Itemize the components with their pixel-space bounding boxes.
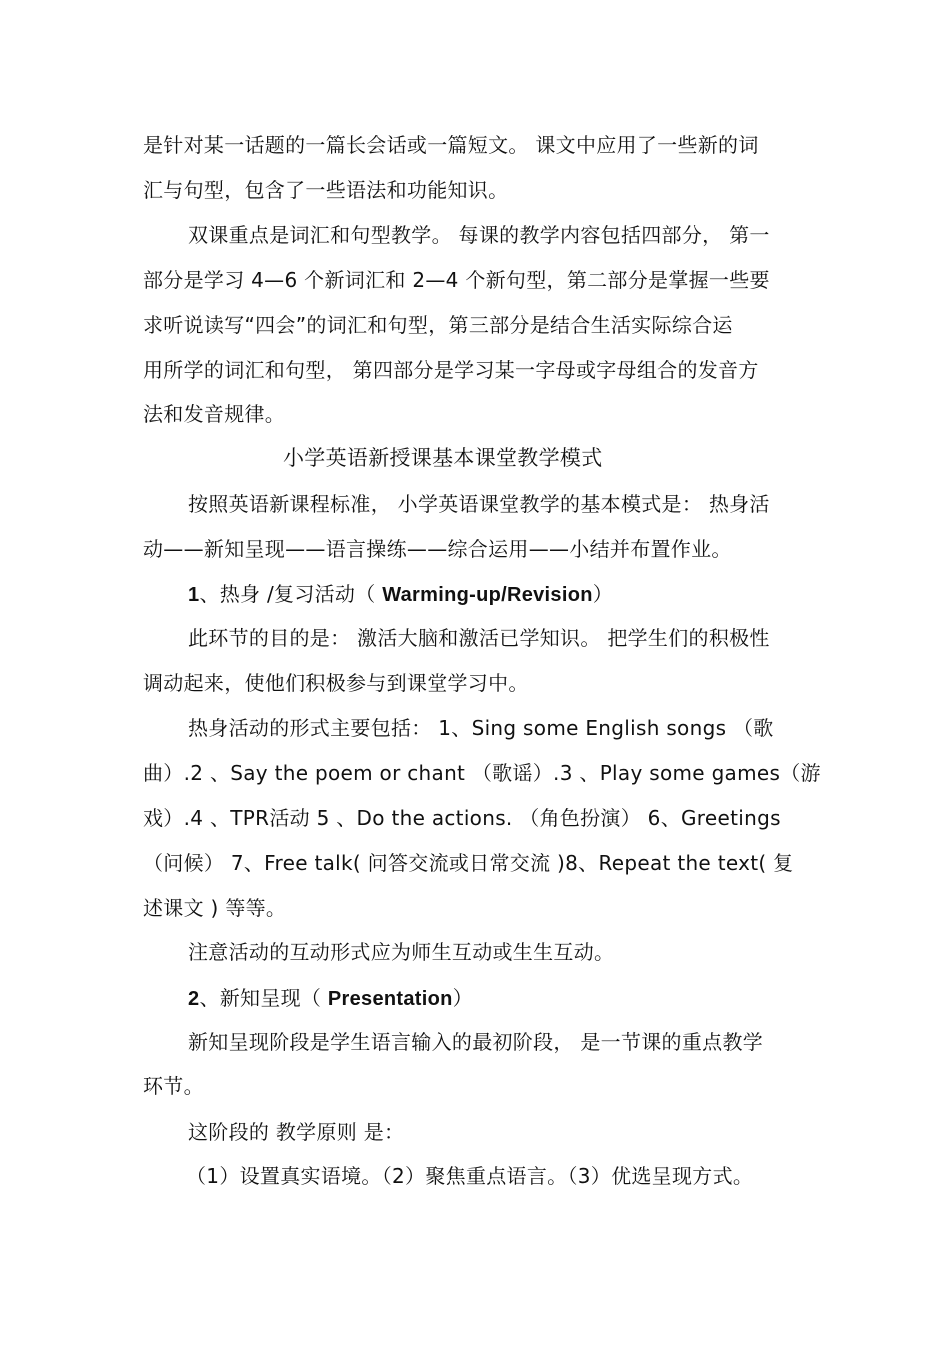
paragraph-4-line-1: 此环节的目的是： 激活大脑和激活已学知识。 把学生们的积极性 [188, 626, 770, 650]
heading-1-english: Warming-up/Revision [382, 584, 593, 606]
paragraph-5-line-3: 戏）.4 、TPR活动 5 、Do the actions. （角色扮演） 6、Greetings [143, 806, 781, 830]
heading-2-english: Presentation [327, 988, 453, 1010]
paragraph-5-line-4: （问候） 7、Free talk( 问答交流或日常交流 )8、Repeat the text( 复 [143, 851, 794, 875]
paragraph-3-line-1: 按照英语新课程标准， 小学英语课堂教学的基本模式是： 热身活 [188, 492, 770, 516]
paragraph-4-line-2: 调动起来，使他们积极参与到课堂学习中。 [143, 671, 529, 695]
paragraph-2-line-2: 部分是学习 4—6 个新词汇和 2—4 个新句型，第二部分是掌握一些要 [143, 268, 770, 292]
paragraph-8-line-1: 这阶段的 教学原则 是： [188, 1120, 405, 1144]
paragraph-5-line-2: 曲）.2 、Say the poem or chant （歌谣）.3 、Play some games（游 [143, 761, 821, 785]
paragraph-7-line-1: 新知呈现阶段是学生语言输入的最初阶段， 是一节课的重点教学 [188, 1030, 764, 1054]
paragraph-2-line-3: 求听说读写“四会”的词汇和句型，第三部分是结合生活实际综合运 [143, 313, 733, 337]
paragraph-1-line-1: 是针对某一话题的一篇长会话或一篇短文。 课文中应用了一些新的词 [143, 133, 759, 157]
paragraph-5-line-5: 述课文 ) 等等。 [143, 896, 287, 920]
heading-warming-up [188, 580, 613, 609]
heading-presentation [188, 984, 473, 1013]
paragraph-2-line-5: 法和发音规律。 [143, 402, 286, 426]
paragraph-5-line-1: 热身活动的形式主要包括： 1、Sing some English songs （歌 [188, 716, 774, 740]
paragraph-2-line-4: 用所学的词汇和句型， 第四部分是学习某一字母或字母组合的发音方 [143, 358, 759, 382]
section-title: 小学英语新授课基本课堂教学模式 [283, 446, 603, 470]
heading-1-number: 1 [188, 584, 200, 606]
paragraph-6-line-1: 注意活动的互动形式应为师生互动或生生互动。 [188, 940, 615, 964]
paragraph-2-line-1: 双课重点是词汇和句型教学。 每课的教学内容包括四部分， 第一 [188, 223, 770, 247]
paragraph-1-line-2: 汇与句型，包含了一些语法和功能知识。 [143, 178, 509, 202]
heading-2-number: 2 [188, 988, 200, 1010]
paragraph-9-line-1: （1）设置真实语境。（2）聚焦重点语言。（3）优选呈现方式。 [186, 1164, 754, 1188]
paragraph-3-line-2: 动——新知呈现——语言操练——综合运用——小结并布置作业。 [143, 537, 732, 561]
heading-1-suffix: ） [592, 582, 614, 606]
heading-2-text: 、新知呈现（ [199, 986, 328, 1010]
paragraph-7-line-2: 环节。 [143, 1074, 204, 1098]
heading-1-text: 、热身 /复习活动（ [199, 582, 383, 606]
heading-2-suffix: ） [452, 986, 473, 1010]
